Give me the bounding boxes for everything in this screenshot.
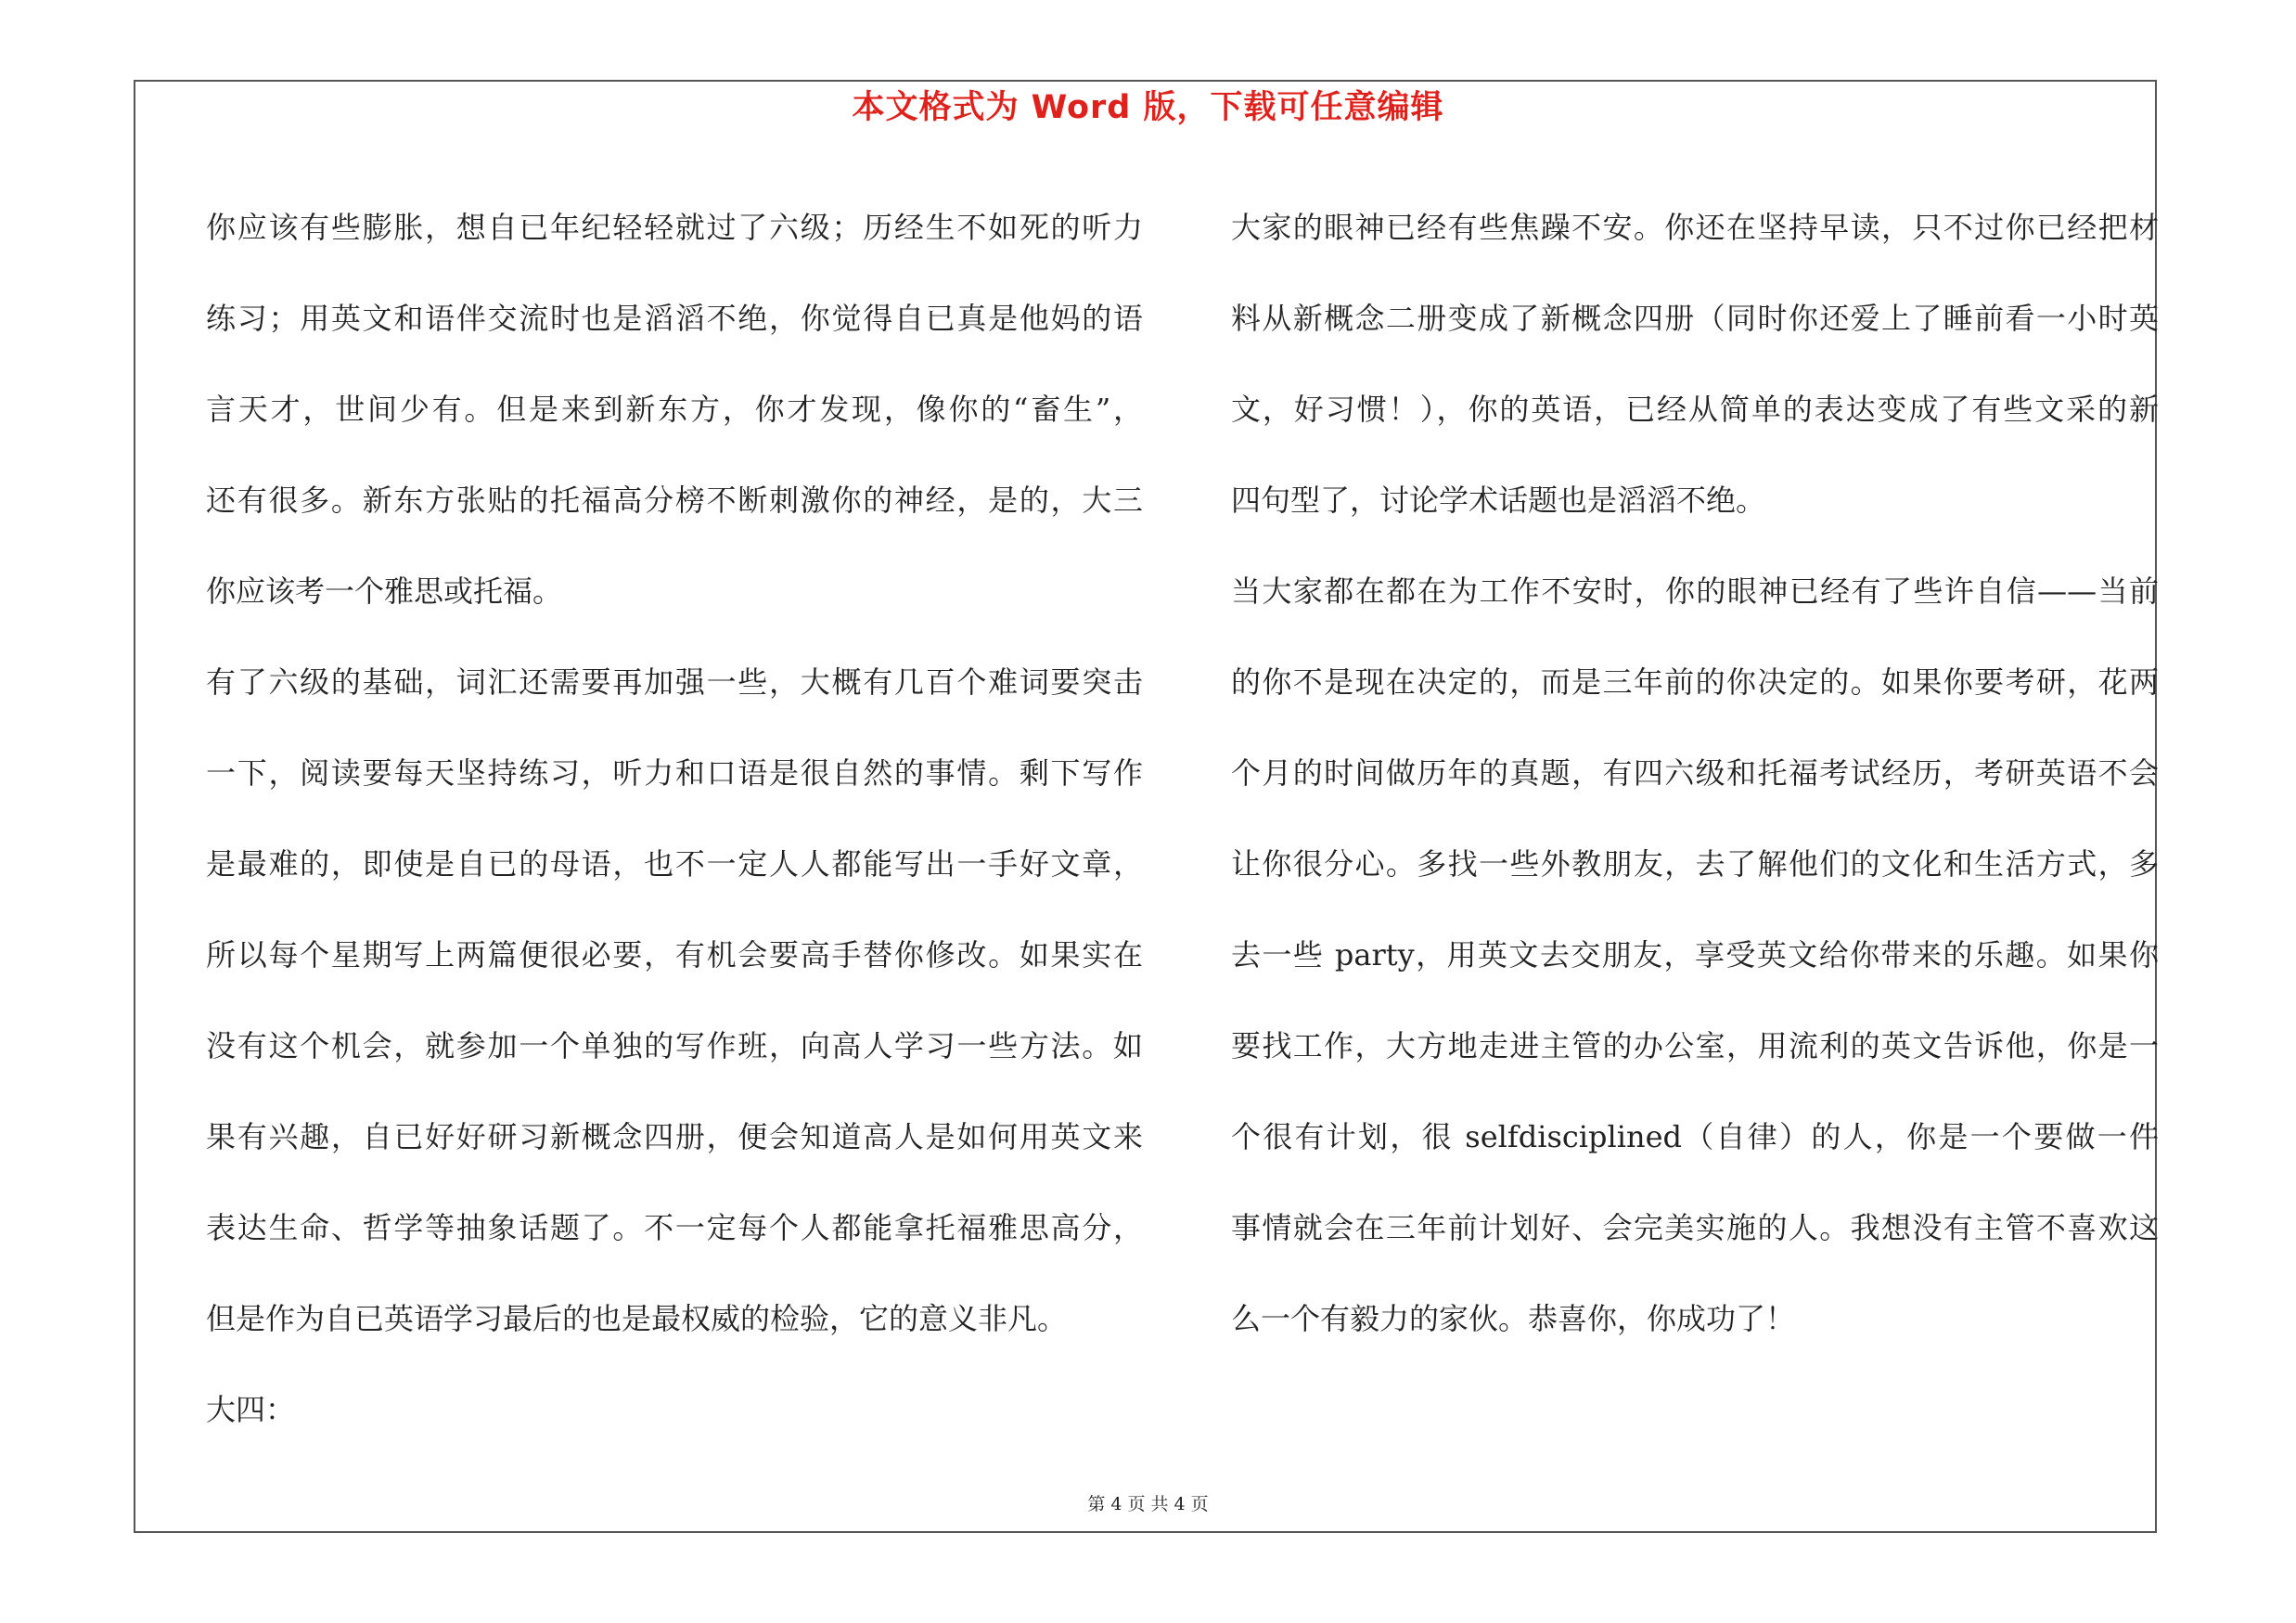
text-line: 果有兴趣，自已好好研习新概念四册，便会知道高人是如何用英文来 xyxy=(206,1119,1143,1154)
text-line: 料从新概念二册变成了新概念四册（同时你还爱上了睡前看一小时英 xyxy=(1231,301,2159,336)
text-line: 还有很多。新东方张贴的托福高分榜不断刺激你的神经，是的，大三 xyxy=(206,483,1143,518)
text-line: 练习；用英文和语伴交流时也是滔滔不绝，你觉得自已真是他妈的语 xyxy=(206,301,1143,336)
text-line: 有了六级的基础，词汇还需要再加强一些，大概有几百个难词要突击 xyxy=(206,664,1143,700)
text-line: 言天才，世间少有。但是来到新东方，你才发现，像你的“畜生”， xyxy=(206,392,1143,427)
text-line: 个月的时间做历年的真题，有四六级和托福考试经历，考研英语不会 xyxy=(1231,755,2159,791)
section-heading: 大四： xyxy=(206,1392,296,1427)
text-line: 表达生命、哲学等抽象话题了。不一定每个人都能拿托福雅思高分， xyxy=(206,1210,1143,1245)
text-line: 大家的眼神已经有些焦躁不安。你还在坚持早读，只不过你已经把材 xyxy=(1231,210,2159,245)
text-line: 去一些 party，用英文去交朋友，享受英文给你带来的乐趣。如果你 xyxy=(1231,937,2159,973)
left-column xyxy=(206,182,1143,1455)
text-line: 的你不是现在决定的，而是三年前的你决定的。如果你要考研，花两 xyxy=(1231,664,2159,700)
format-banner: 本文格式为 Word 版，下载可任意编辑 xyxy=(852,89,1444,126)
text-line: 个很有计划，很 selfdisciplined（自律）的人，你是一个要做一件 xyxy=(1231,1119,2159,1154)
text-line: 所以每个星期写上两篇便很必要，有机会要高手替你修改。如果实在 xyxy=(206,937,1143,973)
text-line: 但是作为自已英语学习最后的也是最权威的检验，它的意义非凡。 xyxy=(206,1301,1068,1336)
text-line: 么一个有毅力的家伙。恭喜你，你成功了！ xyxy=(1231,1301,1796,1336)
right-column xyxy=(1231,182,2159,1364)
text-line: 让你很分心。多找一些外教朋友，去了解他们的文化和生活方式，多 xyxy=(1231,846,2159,882)
text-line: 是最难的，即使是自已的母语，也不一定人人都能写出一手好文章， xyxy=(206,846,1143,882)
text-line: 没有这个机会，就参加一个单独的写作班，向高人学习一些方法。如 xyxy=(206,1028,1143,1063)
text-line: 要找工作，大方地走进主管的办公室，用流利的英文告诉他，你是一 xyxy=(1231,1028,2159,1063)
text-line: 当大家都在都在为工作不安时，你的眼神已经有了些许自信——当前 xyxy=(1231,573,2159,609)
page-number-footer: 第 4 页 共 4 页 xyxy=(1087,1494,1209,1514)
text-line: 你应该考一个雅思或托福。 xyxy=(206,573,563,609)
text-line: 你应该有些膨胀，想自已年纪轻轻就过了六级；历经生不如死的听力 xyxy=(206,210,1143,245)
text-line: 文，好习惯！），你的英语，已经从简单的表达变成了有些文采的新 xyxy=(1231,392,2159,427)
text-line: 一下，阅读要每天坚持练习，听力和口语是很自然的事情。剩下写作 xyxy=(206,755,1143,791)
text-line: 四句型了，讨论学术话题也是滔滔不绝。 xyxy=(1231,483,1766,518)
text-line: 事情就会在三年前计划好、会完美实施的人。我想没有主管不喜欢这 xyxy=(1231,1210,2159,1245)
